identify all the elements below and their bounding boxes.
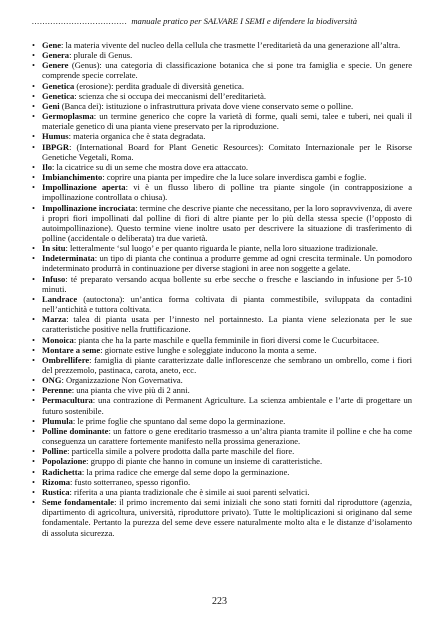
bullet-icon: • [32,243,35,254]
glossary-entry [32,345,412,355]
glossary-term: Plumula [42,415,73,426]
glossary-definition: : una contrazione di Permanent Agriculture. La scienza ambientale e l’arte di progettare un futuro sostenibile. [42,395,412,416]
bullet-icon: • [32,466,35,477]
glossary-definition: : famiglia di piante caratterizzate dalle inflorescenze che sembrano un ombrello, come i fiori del prezzemolo, pastinaca, carota, aneto, ecc. [42,354,412,375]
glossary-entry [32,253,412,273]
glossary-entry [32,101,412,111]
glossary-entry [32,111,412,131]
glossary-term: Germoplasma [42,111,94,122]
glossary-entry [32,274,412,294]
glossary-term: Rizoma [42,476,71,487]
bullet-icon: • [32,60,35,71]
glossary-entry [32,182,412,202]
glossary-entry [32,243,412,253]
glossary-definition: (autoctona): un’antica forma coltivata di pianta commestibile, sviluppata da contadini nell’antichità e tuttora coltivata. [42,293,412,315]
bullet-icon: • [32,141,35,152]
glossary-definition: : gruppo di piante che hanno in comune un insieme di caratteristiche. [86,456,323,467]
bullet-icon: • [32,131,35,142]
bullet-icon: • [32,253,35,264]
glossary-definition: : una pianta che vive più di 2 anni. [71,385,190,396]
glossary-entry [32,314,412,334]
glossary-entry [32,203,412,244]
bullet-icon: • [32,90,35,101]
running-header [32,14,407,28]
glossary-entry [32,162,412,172]
bullet-icon: • [32,476,35,487]
glossary-definition: (Banca dei): istituzione o infrastruttura privata dove viene conservato seme o polline. [59,100,354,111]
glossary-entry [32,142,412,162]
bullet-icon: • [32,100,35,111]
glossary-definition: : un termine generico che copre la varietà di forme, quali semi, talee e tuberi, nei quali il materiale genetico di una pianta viene preservato per la riproduzione. [42,111,412,132]
glossary-entry [32,375,412,385]
glossary-definition: : pianta che ha la parte maschile e quella femminile in fiori diversi come le Cucurbitacee. [73,334,380,345]
glossary-definition: : talea di pianta usata per l’innesto nel portainnesto. La pianta viene selezionata per le sue caratteristiche positive nella fruttificazione. [42,314,412,335]
glossary-definition: : un fattore o gene ereditario trasmesso a un’altra pianta tramite il polline e che ha come conseguenza un carattere fortemente manifesto nella prossima generazione. [42,425,412,447]
glossary-entry [32,426,412,446]
glossary-definition: : scienza che si occupa dei meccanismi dell’ereditarietà. [74,90,267,101]
glossary-definition: : vi è un flusso libero di polline tra piante singole (in contrapposizione a impollinazione controllata o chiusa). [42,182,413,203]
bullet-icon: • [32,375,35,386]
glossary-definition: : un tipo di pianta che continua a produrre gemme ad ogni crescita terminale. Un pomodoro indeterminato produrrà in continuazione per diverse stagioni in aree non soggette a gelate. [42,253,412,274]
glossary-term: Ombrellifere [42,354,90,365]
glossary-definition: : il primo incremento dai semi iniziali che sono stati forniti dal riproduttore (agenzia, dipartimento di agricoltura, università, riproduttore privato). Tutte le moltiplicazioni si originano dal seme fondamentale. Pertanto la purezza del seme deve essere naturalmente molto alta e le distanze d’isolamento di assoluta sicurezza. [42,497,412,538]
glossary-definition: : materia organica che è stata degradata. [68,131,206,142]
glossary-term: Gene [42,40,61,50]
glossary-term: Permacultura [42,395,93,406]
glossary-term: Landrace [42,293,78,304]
bullet-icon: • [32,161,35,172]
glossary-definition: : particella simile a polvere prodotta dalla parte maschile del fiore. [67,446,295,457]
glossary-entry [32,91,412,101]
glossary-term: Genera [42,50,70,61]
glossary-term: In situ [42,243,66,254]
glossary-definition: : (International Board for Plant Genetic Resources): Comitato Internazionale per le Risorse Genetiche Vegetali, Roma. [42,141,412,162]
glossary-term: Infuso [42,273,66,284]
glossary-term: Popolazione [42,456,87,467]
bullet-icon: • [32,456,35,467]
glossary-entry [32,446,412,456]
glossary-entry [32,81,412,91]
glossary-entry [32,60,412,80]
glossary-entry [32,172,412,182]
glossary-term: Indeterminata [42,253,95,264]
glossary-term: Humus [42,131,69,142]
glossary-entry [32,355,412,375]
glossary-entry [32,416,412,426]
glossary-definition: : coprire una pianta per impedire che la luce solare inverdisca gambi e foglie. [102,172,367,183]
bullet-icon: • [32,202,35,213]
glossary-term: Rustica [42,486,70,497]
glossary-definition: : termine che descrive piante che necessitano, per la loro sopravvivenza, di avere i propri fiori impollinati dal polline di fiori di altre piante per lo più della stessa specie (l’opposto di autoimpollinazione). Questo termine viene inoltre usato per descrivere la situazione di trasferimento di polline (accidentale o deliberata) tra due varietà. [42,202,412,243]
glossary-term: Perenne [42,385,72,396]
glossary-entry [32,477,412,487]
glossary-term: Genetica [42,90,75,101]
glossary-entry [32,497,412,538]
page-number: 223 [212,596,227,607]
glossary-entry [32,395,412,415]
glossary-term: Imbianchimento [42,172,103,183]
glossary-definition: : la materia vivente del nucleo della cellula che trasmette l’ereditarietà da una generazione all’altra. [61,40,401,50]
glossary-term: Montare a seme [42,344,101,355]
glossary-entry [32,385,412,395]
glossary-term: Ilo [42,161,52,172]
bullet-icon: • [32,486,35,497]
bullet-icon: • [32,446,35,457]
glossary-entry [32,40,412,50]
bullet-icon: • [32,344,35,355]
glossary-definition: : fusto sotterraneo, spesso rigonfio. [70,476,191,487]
bullet-icon: • [32,385,35,396]
glossary-entry [32,456,412,466]
glossary-term: Genere [42,60,69,71]
bullet-icon: • [32,111,35,122]
glossary-definition: : Organizzazione Non Governativa. [61,375,183,386]
glossary-definition: : le prime foglie che spuntano dal seme dopo la germinazione. [72,415,286,426]
bullet-icon: • [32,334,35,345]
bullet-icon: • [32,80,35,91]
bullet-icon: • [32,273,35,284]
bullet-icon: • [32,415,35,426]
header-dots: .................................... [32,16,128,26]
bullet-icon: • [32,50,35,61]
bullet-icon: • [32,172,35,183]
glossary-definition: : plurale di Genus. [69,50,133,61]
bullet-icon: • [32,293,35,304]
glossary-entry [32,131,412,141]
glossary-definition: : riferita a una pianta tradizionale che è simile ai suoi parenti selvatici. [69,486,310,497]
bullet-icon: • [32,497,35,508]
glossary-definition: : letteralmente ‘sul luogo’ e per quanto riguarda le piante, nella loro situazione tradizionale. [65,243,378,254]
glossary-term: IBPGR [42,141,70,152]
bullet-icon: • [32,354,35,365]
glossary-term: Polline dominante [42,425,109,436]
glossary-definition: : la cicatrice su di un seme che mostra dove era attaccato. [51,161,248,172]
glossary-term: Radichetta [42,466,82,477]
glossary-entry [32,294,412,314]
glossary-entry [32,487,412,497]
glossary-term: ONG [42,375,62,386]
glossary-definition: : la prima radice che emerge dal seme dopo la germinazione. [81,466,290,477]
bullet-icon: • [32,395,35,406]
glossary-term: Marza [42,314,67,325]
glossary-term: Seme fondamentale [42,497,115,508]
bullet-icon: • [32,40,35,50]
bullet-icon: • [32,182,35,193]
bullet-icon: • [32,425,35,436]
glossary-term: Impollinazione aperta [42,182,126,193]
glossary-entry [32,335,412,345]
glossary-list [32,40,412,538]
glossary-definition: : té preparato versando acqua bollente su erbe secche o fresche e lasciando in infusione per 5-10 minuti. [42,273,412,294]
bullet-icon: • [32,314,35,325]
glossary-term: Genetica [42,80,75,91]
glossary-entry [32,50,412,60]
glossary-definition: (erosione): perdita graduale di diversità genetica. [74,80,244,91]
glossary-term: Impollinazione incrociata [42,202,136,213]
glossary-term: Polline [42,446,68,457]
glossary-definition: : giornate estive lunghe e soleggiate inducono la monta a seme. [100,344,317,355]
glossary-term: Geni [42,100,60,111]
glossary-term: Monoica [42,334,74,345]
glossary-entry [32,467,412,477]
header-title: manuale pratico per SALVARE I SEMI e difendere la biodiversità [131,16,358,26]
glossary-definition: (Genus): una categoria di classificazione botanica che si pone tra famiglia e specie. Un genere comprende specie correlate. [42,60,412,81]
